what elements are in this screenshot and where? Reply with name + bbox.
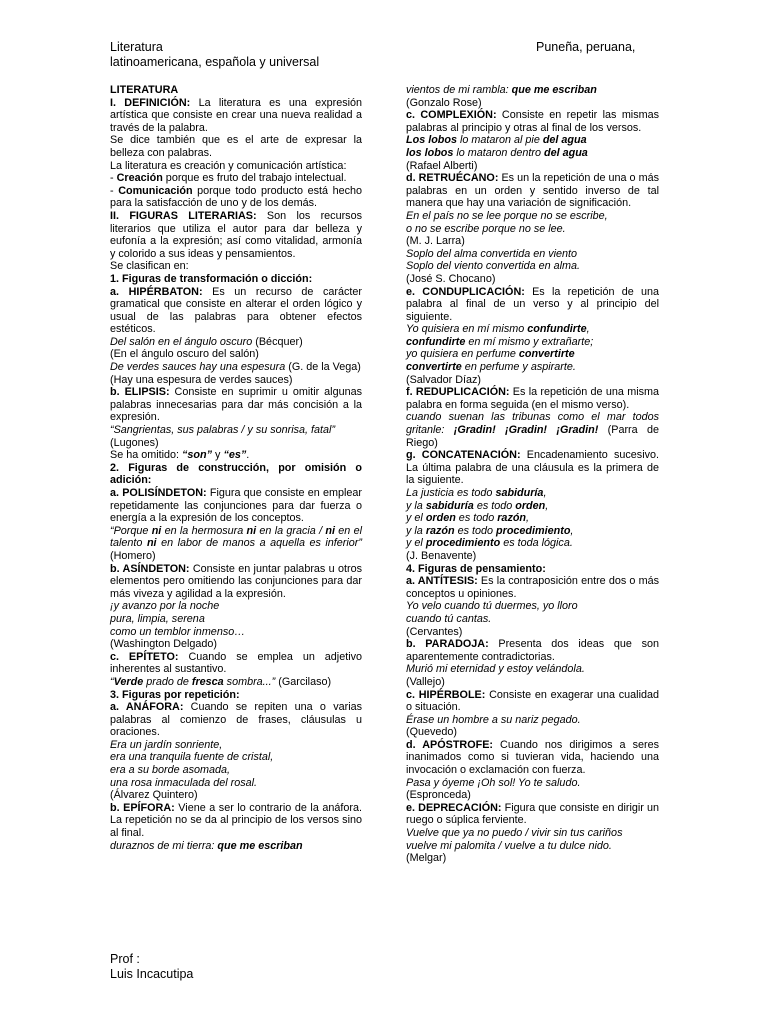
paragraph [406, 223, 659, 236]
paragraph [406, 575, 659, 600]
text-run: del agua [544, 146, 588, 159]
paragraph [406, 563, 659, 576]
text-run: f. REDUPLICACIÓN: [406, 386, 510, 399]
text-run: pura, limpia, serena [110, 612, 205, 625]
text-run: orden [425, 512, 456, 525]
text-run: sombra...” [223, 675, 276, 688]
text-run: Soplo del alma convertida en viento [406, 247, 578, 260]
text-run: (Parra de Riego) [406, 424, 659, 449]
text-run: duraznos de mi tierra: [110, 839, 218, 852]
text-run: cuando tú cantas. [406, 612, 492, 625]
text-run: . [246, 449, 250, 462]
text-run: Era un jardín sonriente, [110, 738, 223, 751]
footer-professor-name: Luis Incacutipa [110, 967, 194, 981]
paragraph [406, 147, 659, 160]
text-run: b. ASÍNDETON: [110, 562, 190, 575]
text-run: Consiste en juntar palabras u otros elementos pero omitiendo las conjunciones para dar más viveza y agilidad a la expresión. [110, 562, 362, 600]
text-run: Érase un hombre a su nariz pegado. [406, 713, 581, 726]
paragraph [110, 462, 362, 487]
paragraph [406, 273, 659, 286]
text-run: “ [110, 675, 114, 688]
paragraph [110, 751, 362, 764]
text-run: 2. Figuras de construcción, por omisión o adición: [110, 461, 362, 487]
text-run: y la [406, 499, 426, 512]
text-run: , [545, 499, 549, 512]
text-run: Es la contraposición entre dos o más conceptos u opiniones. [406, 575, 659, 600]
text-run: e. CONDUPLICACIÓN: [406, 285, 525, 298]
paragraph [406, 840, 659, 853]
text-run: procedimiento [425, 537, 501, 550]
text-run: en la gracia / [256, 524, 326, 537]
paragraph [110, 789, 362, 802]
text-run: fresca [191, 675, 224, 688]
paragraph [406, 827, 659, 840]
text-run: c. EPÍTETO: [110, 650, 179, 663]
paragraph [406, 487, 659, 500]
paragraph [406, 600, 659, 613]
text-run: Murió mi eternidad y estoy velándola. [406, 663, 585, 676]
paragraph [110, 676, 362, 689]
paragraph [110, 626, 362, 639]
text-run: o no se escribe porque no se lee. [406, 222, 566, 235]
text-run: vuelve mi palomita / vuelve a tu dulce nido. [406, 839, 612, 852]
paragraph [406, 97, 659, 110]
text-run: Figura que consiste en dirigir un ruego o súplica ferviente. [406, 801, 660, 827]
text-run: Es la repetición de una misma palabra en forma seguida (en el mismo verso). [406, 386, 659, 411]
text-run: g. CONCATENACIÓN: [406, 449, 521, 462]
paragraph [406, 726, 659, 739]
paragraph [110, 84, 362, 97]
text-run: ¡Gradin! ¡Gradin! ¡Gradin! [453, 424, 599, 437]
text-run: yo quisiera en perfume [406, 348, 519, 361]
text-run: sabiduría [425, 499, 474, 512]
paragraph [110, 336, 362, 349]
paragraph [406, 500, 659, 513]
paragraph [110, 651, 362, 676]
text-run: era a su borde asomada, [110, 764, 231, 777]
paragraph [406, 537, 659, 550]
text-run: (Homero) [110, 549, 156, 562]
text-run: (Washington Delgado) [110, 638, 218, 651]
text-run: porque todo producto está hecho para la satisfacción de uno y de los demás. [110, 184, 362, 210]
text-run: en la hermosura [161, 524, 247, 537]
text-run: Yo velo cuando tú duermes, yo lloro [406, 600, 578, 613]
text-run: Soplo del viento convertida en alma. [406, 260, 581, 273]
text-run: (Rafael Alberti) [406, 159, 478, 172]
paragraph [110, 160, 362, 173]
paragraph [110, 525, 362, 563]
text-run: “Sangrientas, sus palabras / y su sonrisa, fatal” [110, 424, 336, 437]
text-run: (Garcilaso) [275, 675, 332, 688]
text-run: que me escriban [511, 84, 597, 96]
text-run: Presenta dos ideas que son aparentemente contradictorias. [406, 638, 659, 663]
paragraph [406, 852, 659, 865]
text-run: (Melgar) [406, 852, 447, 865]
text-run: c. COMPLEXIÓN: [406, 109, 497, 122]
text-run: La literatura es creación y comunicación artística: [110, 159, 347, 172]
text-run: (Gonzalo Rose) [406, 96, 482, 109]
text-run: Consiste en exagerar una cualidad o situación. [406, 688, 659, 714]
text-run: e. DEPRECACIÓN: [406, 801, 502, 814]
header-subject-line1: Literatura [110, 40, 163, 54]
text-run: (Vallejo) [406, 675, 445, 688]
header-subject-line2: latinoamericana, española y universal [110, 55, 320, 69]
paragraph [110, 777, 362, 790]
text-run: , [570, 524, 574, 537]
text-run: c. HIPÉRBOLE: [406, 688, 486, 701]
text-run: (Bécquer) [252, 335, 303, 348]
text-run: “es” [223, 449, 247, 462]
paragraph [406, 550, 659, 563]
text-run: Encadenamiento sucesivo. La última palabra de una cláusula es la primera de la siguiente. [406, 449, 659, 487]
text-run: b. EPÍFORA: [110, 801, 175, 814]
text-run: los lobos [406, 146, 454, 159]
text-run: en labor de manos a aquella es inferior” [156, 537, 363, 550]
text-run: I. DEFINICIÓN: [110, 96, 191, 109]
text-run: es todo [454, 524, 497, 537]
paragraph [406, 802, 659, 827]
paragraph [406, 348, 659, 361]
text-run: (M. J. Larra) [406, 235, 465, 248]
paragraph [406, 689, 659, 714]
paragraph [406, 386, 659, 411]
paragraph [406, 663, 659, 676]
text-run: Cuando se repiten una o varias palabras al comienzo de frases, cláusulas u oraciones. [110, 701, 362, 739]
text-run: convertirte [406, 361, 462, 374]
paragraph [110, 361, 362, 374]
text-run: , [543, 487, 547, 499]
text-run: que me escriban [217, 839, 303, 852]
text-run: en mí mismo y extrañarte; [465, 335, 594, 348]
footer-professor-label: Prof : [110, 952, 140, 966]
paragraph [406, 210, 659, 223]
text-run: En el país no se lee porque no se escribe, [406, 209, 608, 222]
text-run: d. RETRUÉCANO: [406, 172, 499, 185]
page-header [110, 40, 658, 70]
paragraph [110, 424, 362, 437]
text-run: del agua [542, 134, 587, 147]
text-run: en perfume y aspirarte. [461, 361, 576, 374]
paragraph [406, 361, 659, 374]
paragraph [406, 613, 659, 626]
paragraph [110, 563, 362, 601]
text-run: - [110, 184, 119, 197]
paragraph [110, 739, 362, 752]
paragraph [406, 789, 659, 802]
paragraph [406, 512, 659, 525]
paragraph [406, 134, 659, 147]
paragraph [406, 248, 659, 261]
text-run: y [212, 449, 224, 462]
text-run: (José S. Chocano) [406, 272, 496, 285]
text-run: una rosa inmaculada del rosal. [110, 776, 258, 789]
text-run: y la [406, 524, 426, 537]
paragraph [406, 449, 659, 487]
paragraph [406, 109, 659, 134]
paragraph [406, 626, 659, 639]
header-right-text: Puneña, peruana, [536, 40, 636, 54]
text-run: confundirte [527, 323, 587, 336]
text-run: confundirte [406, 335, 466, 348]
text-run: (Cervantes) [406, 625, 463, 638]
paragraph [110, 840, 362, 853]
paragraph [110, 764, 362, 777]
text-run: Los lobos [406, 134, 457, 147]
text-run: porque es fruto del trabajo intelectual. [162, 172, 347, 185]
left-column [110, 84, 362, 852]
text-run: razón [425, 524, 455, 537]
paragraph [406, 160, 659, 173]
text-run: Comunicación [118, 184, 193, 197]
text-run: (Lugones) [110, 436, 159, 449]
text-run: cuando suenan las tribunas como el mar todos gritanle: [406, 411, 659, 437]
text-run: en el talento [110, 524, 362, 550]
text-run: Cuando nos dirigimos a seres inanimados como si tuvieran vida, haciendo una invocación o exclamación con fuerza. [406, 738, 659, 777]
text-run: lo mataron dentro [453, 146, 545, 159]
text-run: convertirte [518, 348, 575, 361]
text-run: Consiste en repetir las mismas palabras al principio y otras al final de los versos. [406, 109, 660, 134]
paragraph [110, 701, 362, 739]
paragraph [110, 638, 362, 651]
text-run: Verde [113, 675, 144, 688]
text-run: - [110, 172, 117, 185]
paragraph [406, 84, 659, 97]
text-run: d. APÓSTROFE: [406, 738, 494, 751]
text-run: lo mataron al pie [457, 134, 543, 147]
text-run: La literatura es una expresión artística que consiste en crear una nueva realidad a través de la palabra. [110, 96, 362, 134]
paragraph [110, 348, 362, 361]
text-run: procedimiento [496, 524, 571, 537]
text-run: Se dice también que es el arte de expresar la belleza con palabras. [110, 134, 362, 159]
paragraph [110, 600, 362, 613]
text-run: b. ELIPSIS: [110, 386, 170, 399]
text-run: es toda lógica. [500, 537, 573, 550]
paragraph [110, 210, 362, 260]
text-run: 1. Figuras de transformación o dicción: [110, 272, 313, 285]
text-run: Cuando se emplea un adjetivo inherentes al sustantivo. [110, 650, 362, 676]
text-run: , [526, 512, 530, 525]
text-run: (Quevedo) [406, 726, 458, 739]
paragraph [110, 172, 362, 185]
text-run: (Salvador Díaz) [406, 373, 482, 386]
text-run: Consiste en suprimir u omitir algunas palabras innecesarias para dar más concisión a la expresión. [110, 386, 362, 424]
paragraph [110, 386, 362, 424]
header-subject [110, 40, 319, 70]
text-run: razón [497, 512, 527, 525]
text-run: “Porque [110, 524, 152, 537]
paragraph [110, 487, 362, 525]
text-run: a. ANÁFORA: [110, 701, 184, 714]
paragraph [110, 689, 362, 702]
text-run: y el [406, 512, 426, 525]
text-run: (G. de la Vega) [285, 361, 361, 374]
text-run: es todo [473, 499, 516, 512]
text-run: sabiduría [495, 487, 544, 499]
text-run: Se clasifican en: [110, 260, 189, 273]
text-run: b. PARADOJA: [406, 638, 489, 651]
paragraph [406, 260, 659, 273]
text-run: prado de [143, 675, 192, 688]
paragraph [406, 714, 659, 727]
paragraph [110, 286, 362, 336]
paragraph [406, 411, 659, 449]
paragraph [110, 449, 362, 462]
text-run: II. FIGURAS LITERARIAS: [110, 209, 257, 222]
text-run: Es un la repetición de una o más palabras en un orden y sentido inverso de tal manera que hay una variación de significación. [406, 172, 659, 210]
text-run: Son los recursos literarios que utiliza el autor para dar belleza y eufonía a la expresión; así como vitalidad, armonía y colorido a sus ideas y pensamientos. [110, 209, 362, 260]
text-run: Es un recurso de carácter gramatical que consiste en alterar el orden lógico y usual de las palabras para obtener efectos estéticos. [110, 285, 362, 336]
text-run: (J. Benavente) [406, 549, 477, 562]
text-run: es todo [455, 512, 498, 525]
text-run: Vuelve que ya no puedo / vivir sin tus cariños [406, 827, 623, 840]
paragraph [110, 613, 362, 626]
paragraph [110, 802, 362, 840]
text-run: Creación [116, 172, 163, 185]
text-run: ni [325, 524, 335, 537]
text-run: (Espronceda) [406, 789, 471, 802]
text-run: ¡y avanzo por la noche [110, 600, 220, 613]
text-run: Viene a ser lo contrario de la anáfora. La repetición no se da al principio de los versos sino al final. [110, 801, 362, 840]
text-run: De verdes sauces hay una espesura [110, 361, 286, 374]
paragraph [406, 525, 659, 538]
text-run: Del salón en el ángulo oscuro [110, 335, 253, 348]
text-run: a. POLISÍNDETON: [110, 487, 207, 499]
text-run: y el [406, 537, 426, 550]
text-run: La justicia es todo [406, 487, 496, 499]
text-run: 3. Figuras por repetición: [110, 688, 240, 701]
text-run: , [586, 323, 590, 336]
paragraph [406, 739, 659, 777]
text-run: ni [151, 524, 162, 537]
paragraph [406, 638, 659, 663]
paragraph [406, 374, 659, 387]
paragraph [406, 323, 659, 336]
text-run: a. ANTÍTESIS: [406, 575, 478, 588]
paragraph [110, 185, 362, 210]
paragraph [110, 134, 362, 159]
text-run: (Álvarez Quintero) [110, 789, 198, 802]
paragraph [406, 676, 659, 689]
paragraph [406, 777, 659, 790]
text-run: Se ha omitido: [110, 449, 183, 462]
paragraph [406, 172, 659, 210]
text-run: Figura que consiste en emplear repetidamente las conjunciones para dar fuerza o energía a la expresión de los conceptos. [110, 487, 362, 525]
paragraph [406, 286, 659, 324]
text-run: (Hay una espesura de verdes sauces) [110, 373, 293, 386]
paragraph [406, 235, 659, 248]
paragraph [110, 273, 362, 286]
text-run: Pasa y óyeme ¡Oh sol! Yo te saludo. [406, 776, 581, 789]
paragraph [110, 437, 362, 450]
text-run: (En el ángulo oscuro del salón) [110, 348, 259, 361]
text-run: 4. Figuras de pensamiento: [406, 562, 546, 575]
text-run: orden [515, 499, 546, 512]
paragraph [406, 336, 659, 349]
text-run: Es la repetición de una palabra al final de un verso y al principio del siguiente. [406, 285, 659, 323]
right-column [406, 84, 659, 865]
text-run: era una tranquila fuente de cristal, [110, 751, 274, 764]
text-run: “son” [182, 449, 213, 462]
text-run: a. HIPÉRBATON: [110, 285, 203, 298]
text-run: como un temblor inmenso… [110, 625, 246, 638]
text-run: LITERATURA [110, 84, 179, 96]
text-run: ni [246, 524, 257, 537]
paragraph [110, 97, 362, 135]
paragraph [110, 374, 362, 387]
text-run: vientos de mi rambla: [406, 84, 512, 96]
paragraph [110, 260, 362, 273]
text-run: ni [146, 537, 157, 550]
text-run: Yo quisiera en mí mismo [406, 323, 528, 336]
page-footer [110, 952, 193, 982]
